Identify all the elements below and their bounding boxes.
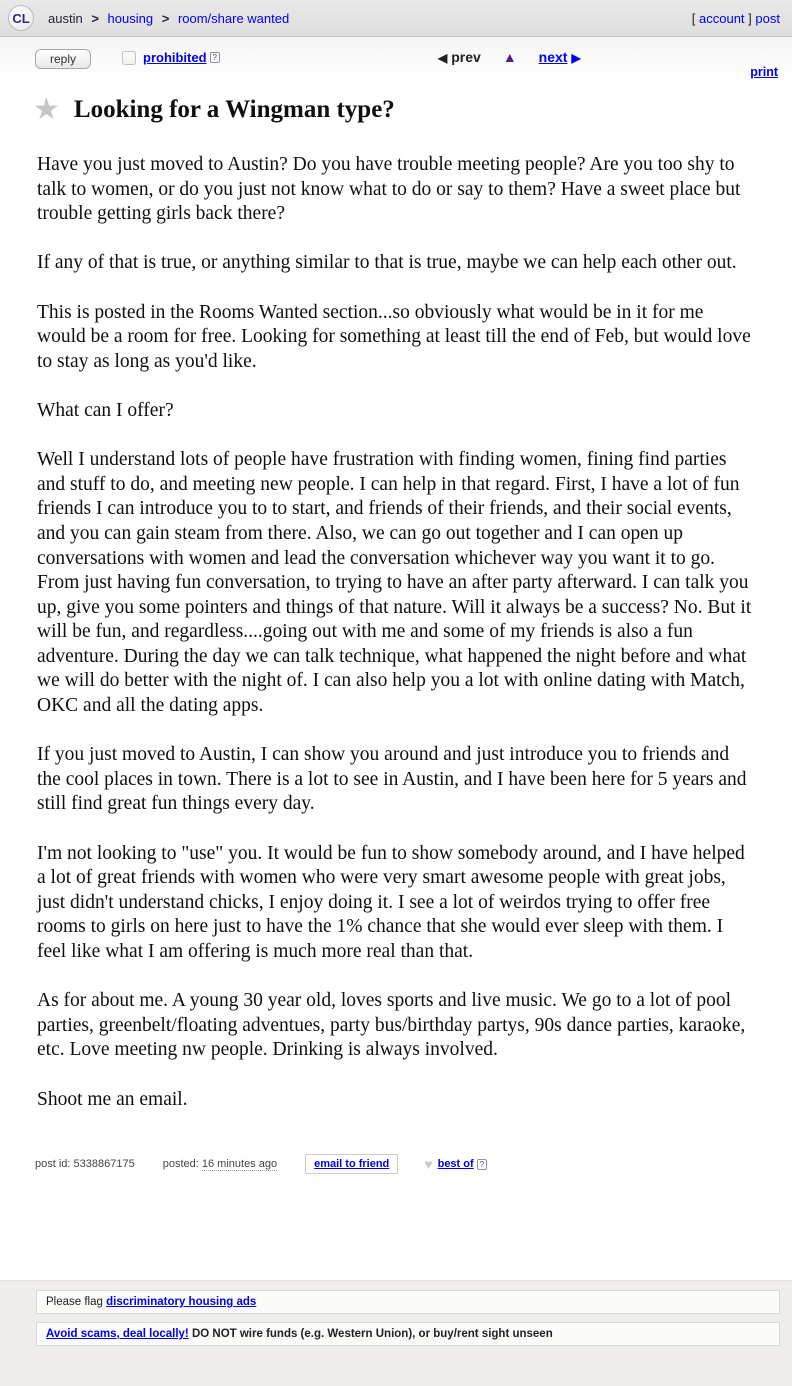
- prev-button[interactable]: ◀ prev: [438, 49, 481, 65]
- posting-paragraph: Have you just moved to Austin? Do you have trouble meeting people? Are you too shy to talk to women, or do you just not know what to do or say to them? Have a sweet place but trouble getting girls back there?: [37, 154, 741, 225]
- prohibited-link[interactable]: prohibited: [143, 50, 207, 65]
- posting-paragraph: What can I offer?: [37, 399, 174, 421]
- email-to-friend-link[interactable]: email to friend: [314, 1158, 390, 1171]
- account-link[interactable]: account: [699, 10, 745, 26]
- posting-paragraph: I'm not looking to "use" you. It would be fun to show somebody around, and I have helped a lot of great friends with women who were very smart awesome people with great jobs, just didn't understand chicks, I enjoy doing it. I see a lot of weirdos trying to offer free rooms to girls on here just to have the 1% chance that she would ever sleep with them. I feel like what I am offering is much more real than that.: [37, 842, 745, 962]
- discriminatory-housing-ads-link[interactable]: discriminatory housing ads: [106, 1296, 257, 1308]
- craigslist-logo-icon[interactable]: CL: [8, 5, 34, 31]
- breadcrumb-site: austin: [48, 10, 83, 26]
- posted-time-value: 16 minutes ago: [201, 1158, 278, 1171]
- breadcrumb-separator: >: [91, 10, 99, 26]
- breadcrumb: [48, 11, 289, 26]
- posting-content: [0, 85, 792, 1280]
- flag-housing-text: Please flag: [46, 1296, 107, 1308]
- reply-button[interactable]: reply: [35, 49, 91, 69]
- posting-paragraph: If any of that is true, or anything similar to that is true, maybe we can help each other out.: [37, 252, 737, 274]
- avoid-scams-banner: [36, 1322, 780, 1346]
- bottom-banner-area: [0, 1280, 792, 1386]
- avoid-scams-link[interactable]: Avoid scams, deal locally!: [46, 1328, 189, 1340]
- prev-triangle-icon: ◀: [438, 51, 448, 65]
- help-icon[interactable]: ?: [210, 52, 220, 63]
- posting-paragraph: As for about me. A young 30 year old, loves sports and live music. We go to a lot of pool parties, greenbelt/floating adventues, party bus/birthday partys, 90s dance parties, karaoke, etc. Love meeting nw people. Drinking is always involved.: [37, 990, 746, 1061]
- post-id-label: post id:: [35, 1158, 71, 1171]
- favorite-star-icon[interactable]: ★: [33, 93, 60, 126]
- back-to-list-button[interactable]: ▲: [502, 49, 517, 65]
- best-of-group: [424, 1156, 487, 1172]
- posting-paragraph: This is posted in the Rooms Wanted section...so obviously what would be in it for me would be a room for free. Looking for something at least till the end of Feb, but would love to stay as long as you'd like.: [37, 301, 751, 372]
- posting-paragraph: If you just moved to Austin, I can show you around and just introduce you to friends and the cool places in town. There is a lot to see in Austin, and I have been here for 5 years and still find great fun things every day.: [37, 744, 747, 815]
- page-navigation: [438, 49, 581, 65]
- post-id: [35, 1158, 135, 1170]
- heart-icon: ♥: [424, 1156, 433, 1173]
- help-icon[interactable]: ?: [477, 1159, 487, 1170]
- prohibited-group: [122, 50, 220, 65]
- bracket: [: [691, 10, 696, 26]
- bracket: ]: [748, 10, 752, 26]
- flag-housing-banner: [36, 1290, 780, 1314]
- best-of-link[interactable]: best of: [437, 1158, 474, 1171]
- email-to-friend-box: [305, 1154, 398, 1174]
- posted-time-group: [163, 1158, 277, 1170]
- posting-paragraph: Shoot me an email.: [37, 1088, 188, 1110]
- breadcrumb-link-roomshare-wanted[interactable]: room/share wanted: [177, 10, 290, 26]
- top-header-bar: [0, 0, 792, 37]
- prohibited-checkbox[interactable]: [122, 51, 136, 65]
- posting-body: [37, 153, 757, 1112]
- posting-title-row: [33, 95, 792, 125]
- avoid-scams-text: DO NOT wire funds (e.g. Western Union), or buy/rent sight unseen: [188, 1328, 553, 1340]
- posting-meta-row: [35, 1154, 792, 1174]
- posting-paragraph: Well I understand lots of people have frustration with finding women, fining find parties and stuff to do, and meeting new people. I can help in that regard. First, I have a lot of fun friends I can introduce you to to start, and friends of their friends, and their social events, and you can gain steam from there. Also, we can go out together and I can open up conversations with women and lead the conversation whichever way you want it to go. From just having fun conversation, to trying to have an after party afterward. I can talk you up, give you some pointers and things of that nature. Will it always be a success? No. But it will be fun, and regardless....going out with me and some of my friends is also a fun adventure. During the day we can talk technique, what happened the night before and what we will do better with the night of. I can also help you a lot with online dating with Match, OKC and all the dating apps.: [37, 449, 752, 717]
- posted-label: posted:: [162, 1158, 199, 1171]
- next-triangle-icon: ▶: [571, 51, 581, 65]
- print-link[interactable]: print: [750, 65, 778, 79]
- post-link[interactable]: post: [755, 10, 780, 26]
- breadcrumb-separator: >: [161, 10, 170, 26]
- next-button[interactable]: next ▶: [538, 49, 581, 65]
- header-account-area: [692, 11, 780, 26]
- posting-toolbar: [0, 37, 792, 85]
- post-id-value: 5338867175: [73, 1158, 135, 1171]
- breadcrumb-link-housing[interactable]: housing: [107, 10, 154, 26]
- posting-title: Looking for a Wingman type?: [73, 96, 395, 123]
